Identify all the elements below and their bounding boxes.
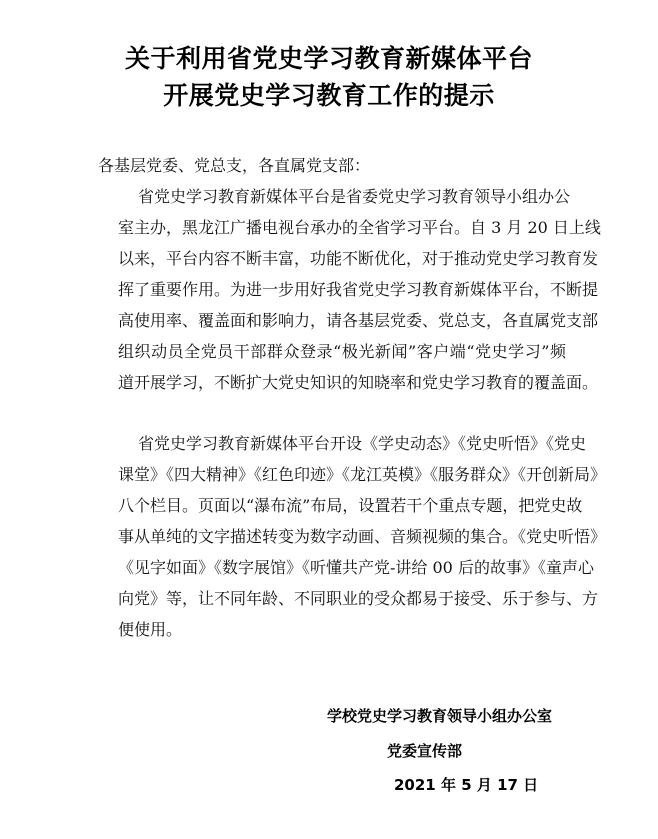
salutation: 各基层党委、党总支，各直属党支部： [98,156,371,175]
paragraph-2 [118,428,607,645]
signature-department: 党委宣传部 [387,742,463,760]
document-date: 2021 年 5 月 17 日 [394,776,539,794]
document-title-line-1: 关于利用省党史学习教育新媒体平台 [124,44,533,73]
paragraph-line: 向党》等，让不同年龄、不同职业的受众都易于接受、乐于参与、方 [118,589,599,608]
paragraph-line: 组织动员全党员干部群众登录“极光新闻”客户端“党史学习”频 [118,342,566,361]
paragraph-line: 八个栏目。页面以“瀑布流”布局，设置若干个重点专题，把党史故 [118,496,583,515]
paragraph-line: 室主办，黑龙江广播电视台承办的全省学习平台。自 3 月 20 日上线 [118,218,601,237]
paragraph-line: 省党史学习教育新媒体平台开设《学史动态》《党史听悟》《党史 [138,434,587,453]
paragraph-line: 《见字如面》《数字展馆》《听懂共产党-讲给 00 后的故事》《童声心 [118,558,594,577]
paragraph-line: 以来，平台内容不断丰富，功能不断优化，对于推动党史学习教育发 [118,249,599,268]
paragraph-line: 省党史学习教育新媒体平台是省委党史学习教育领导小组办公 [138,187,571,206]
signature-office: 学校党史学习教育领导小组办公室 [327,707,553,725]
paragraph-line: 道开展学习，不断扩大党史知识的知晓率和党史学习教育的覆盖面。 [118,373,599,392]
paragraph-line: 便使用。 [118,620,183,639]
paragraph-line: 挥了重要作用。为进一步用好我省党史学习教育新媒体平台，不断提 [118,280,599,299]
paragraph-line: 高使用率、覆盖面和影响力，请各基层党委、党总支，各直属党支部 [118,311,599,330]
document-title-line-2: 开展党史学习教育工作的提示 [163,81,495,110]
paragraph-line: 课堂》《四大精神》《红色印迹》《龙江英模》《服务群众》《开创新局》 [118,465,607,484]
paragraph-1 [118,181,601,398]
paragraph-line: 事从单纯的文字描述转变为数字动画、音频视频的集合。《党史听悟》 [118,527,607,546]
